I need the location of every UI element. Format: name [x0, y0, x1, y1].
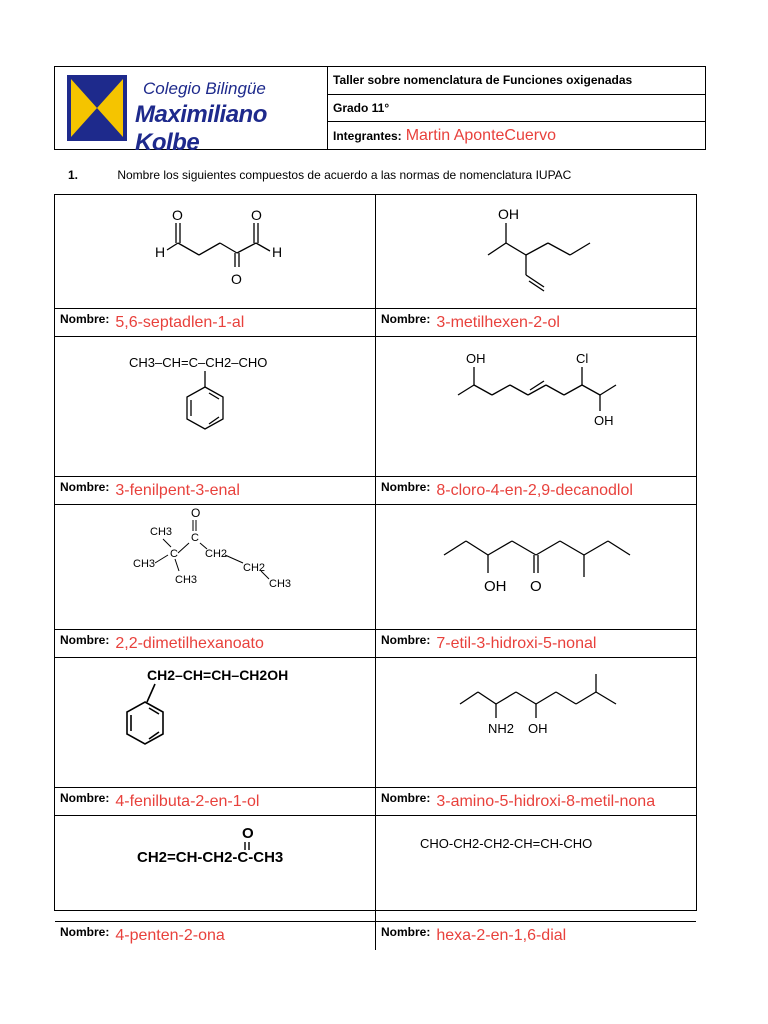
f1-o3: O — [231, 271, 242, 287]
header-table — [54, 66, 706, 156]
answer-8 — [376, 788, 696, 816]
compound-10-structure — [376, 816, 696, 922]
compound-1-skeleton — [55, 195, 375, 309]
f5-c2: C — [191, 532, 199, 544]
compound-3-structure — [55, 337, 376, 477]
f5-o: O — [191, 506, 201, 520]
answer-9 — [55, 922, 376, 950]
f6-oh: OH — [484, 578, 507, 595]
f5-ch2b: CH2 — [243, 562, 266, 574]
f5-ch3d: CH3 — [269, 578, 292, 590]
compound-7-structure — [55, 658, 376, 788]
answer-10-text: hexa-2-en-1,6-dial — [436, 927, 567, 944]
compound-5-structure — [55, 505, 376, 630]
answer-4-text: 8-cloro-4-en-2,9-decanodlol — [436, 482, 633, 499]
f9-o: O — [242, 825, 254, 842]
title-row — [328, 67, 705, 95]
name-label: Nombre: — [381, 925, 431, 939]
name-label: Nombre: — [60, 925, 110, 939]
answer-2 — [376, 309, 696, 337]
compound-8-structure — [376, 658, 696, 788]
members-value: Martin AponteCuervo — [405, 126, 556, 144]
f5-ch3a: CH3 — [150, 526, 173, 538]
header-info — [328, 67, 705, 149]
grade-label: Grado 11° — [333, 101, 390, 115]
compound-9-structure — [55, 816, 376, 922]
answer-5 — [55, 630, 376, 658]
f7-formula: CH2–CH=CH–CH2OH — [147, 667, 289, 683]
compound-10-skeleton — [376, 816, 696, 922]
school-name-line1: Colegio Bilingüe — [143, 79, 266, 98]
answer-10 — [376, 922, 696, 950]
compound-5-skeleton — [55, 505, 375, 630]
answer-6 — [376, 630, 696, 658]
f9-formula: CH2=CH-CH2-C-CH3 — [137, 849, 284, 866]
name-label: Nombre: — [60, 791, 110, 805]
answer-7 — [55, 788, 376, 816]
f4-oh2: OH — [594, 413, 614, 428]
compound-6-structure — [376, 505, 696, 630]
school-name-line2: Maximiliano Kolbe — [135, 101, 267, 156]
compound-2-structure — [376, 195, 696, 309]
name-label: Nombre: — [381, 633, 431, 647]
compound-9-skeleton — [55, 816, 375, 922]
f6-o: O — [530, 578, 542, 595]
answer-3 — [55, 477, 376, 505]
name-label: Nombre: — [381, 480, 431, 494]
question-line — [68, 168, 571, 182]
answer-4 — [376, 477, 696, 505]
compound-3-skeleton — [55, 337, 375, 477]
f1-h1: H — [155, 244, 166, 260]
school-logo-icon — [67, 75, 127, 141]
f8-oh: OH — [528, 721, 548, 736]
question-number: 1. — [68, 168, 79, 182]
f8-nh2: NH2 — [488, 721, 515, 736]
members-label: Integrantes: — [333, 128, 402, 143]
name-label: Nombre: — [381, 791, 431, 805]
f1-o1: O — [172, 207, 183, 223]
f2-oh: OH — [498, 206, 519, 222]
answer-8-text: 3-amino-5-hidroxi-8-metil-nona — [436, 793, 656, 810]
logo-cell — [55, 67, 328, 156]
name-label: Nombre: — [60, 633, 110, 647]
answer-1-text: 5,6-septadlen-1-al — [115, 314, 245, 331]
f10-formula: CHO-CH2-CH2-CH=CH-CHO — [420, 836, 593, 851]
answer-1 — [55, 309, 376, 337]
compound-4-skeleton — [376, 337, 696, 477]
f4-cl: Cl — [576, 351, 589, 366]
worksheet-title: Taller sobre nomenclatura de Funciones oxigenadas — [333, 73, 633, 88]
compound-4-structure — [376, 337, 696, 477]
compound-8-skeleton — [376, 658, 696, 788]
answer-2-text: 3-metilhexen-2-ol — [436, 314, 560, 331]
name-label: Nombre: — [60, 480, 110, 494]
answer-3-text: 3-fenilpent-3-enal — [115, 482, 240, 499]
f5-ch2a: CH2 — [205, 548, 228, 560]
compound-1-structure — [55, 195, 376, 309]
answer-9-text: 4-penten-2-ona — [115, 927, 225, 944]
compounds-table — [54, 194, 697, 944]
answer-6-text: 7-etil-3-hidroxi-5-nonal — [436, 635, 597, 652]
f5-ch3c: CH3 — [175, 574, 198, 586]
question-text: Nombre los siguientes compuestos de acuerdo a las normas de nomenclatura IUPAC — [117, 168, 572, 182]
f1-o2: O — [251, 207, 262, 223]
compound-2-skeleton — [376, 195, 696, 309]
f5-c1: C — [170, 548, 178, 560]
compound-6-skeleton — [376, 505, 696, 630]
name-label: Nombre: — [60, 312, 110, 326]
f1-h2: H — [272, 244, 283, 260]
compound-7-skeleton — [55, 658, 375, 788]
members-row — [328, 122, 705, 149]
answer-7-text: 4-fenilbuta-2-en-1-ol — [115, 793, 260, 810]
answer-5-text: 2,2-dimetilhexanoato — [115, 635, 264, 652]
f3-formula: CH3–CH=C–CH2–CHO — [129, 355, 268, 370]
name-label: Nombre: — [381, 312, 431, 326]
f4-oh1: OH — [466, 351, 486, 366]
grade-row — [328, 95, 705, 123]
f5-ch3b: CH3 — [133, 558, 156, 570]
